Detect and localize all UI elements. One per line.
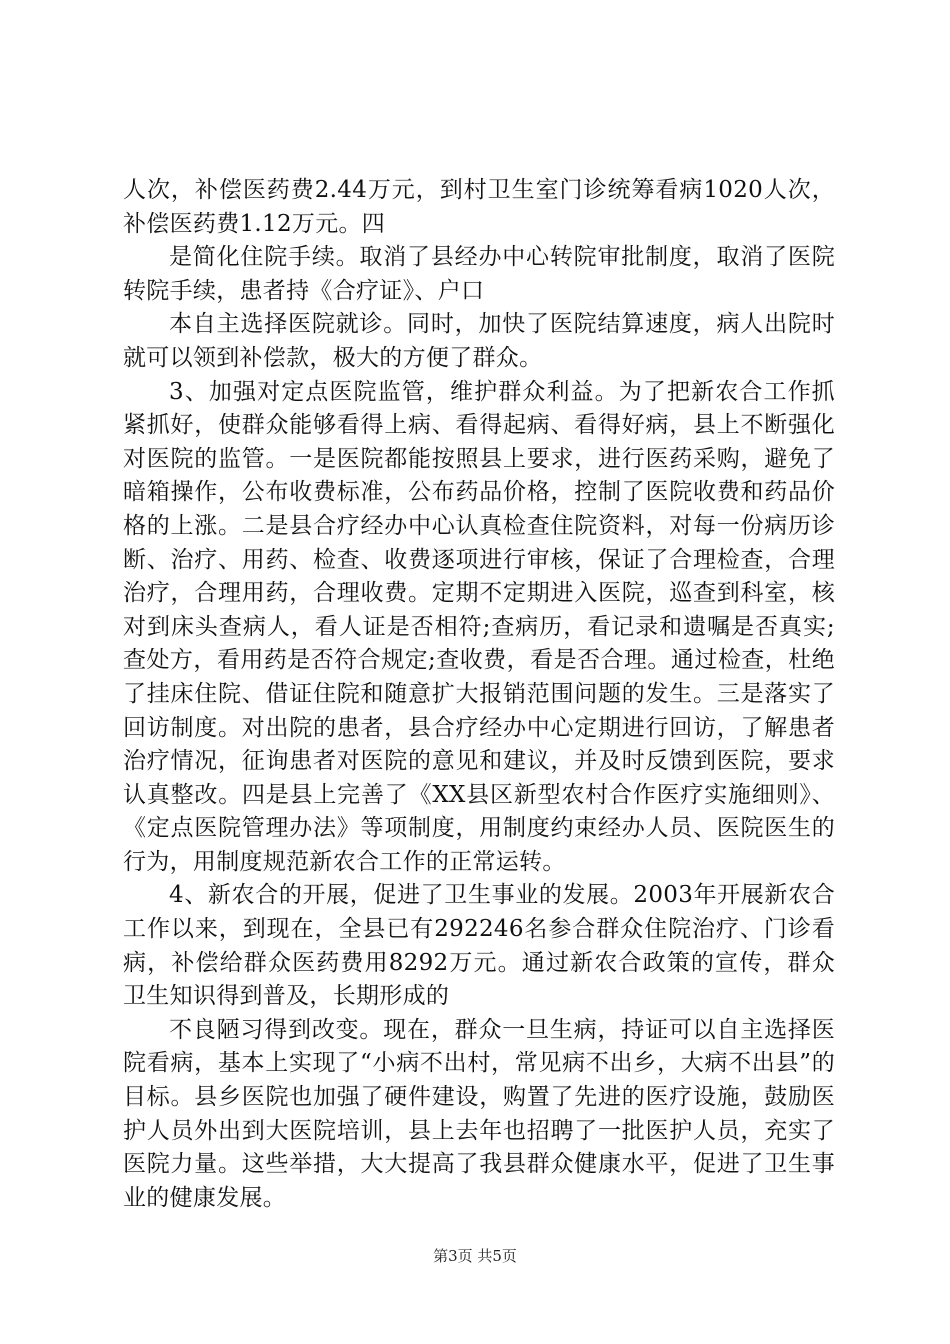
paragraph-2: 是简化住院手续。取消了县经办中心转院审批制度，取消了医院转院手续，患者持《合疗证》、户口 — [123, 244, 835, 304]
paragraph-1: 人次，补偿医药费2.44万元，到村卫生室门诊统筹看病1020人次，补偿医药费1.12万元。四 — [123, 177, 835, 237]
document-body — [123, 174, 835, 1215]
page-number-footer: 第3页 共5页 — [433, 1247, 517, 1265]
paragraph-6: 不良陋习得到改变。现在，群众一旦生病，持证可以自主选择医院看病，基本上实现了“小病不出村，常见病不出乡，大病不出县”的目标。县乡医院也加强了硬件建设，购置了先进的医疗设施，鼓励医护人员外出到大医院培训，县上去年也招聘了一批医护人员，充实了医院力量。这些举措，大大提高了我县群众健康水平，促进了卫生事业的健康发展。 — [123, 1016, 835, 1211]
paragraph-3: 本自主选择医院就诊。同时，加快了医院结算速度，病人出院时就可以领到补偿款，极大的方便了群众。 — [123, 311, 835, 371]
paragraph-4: 3、加强对定点医院监管，维护群众利益。为了把新农合工作抓紧抓好，使群众能够看得上病、看得起病、看得好病，县上不断强化对医院的监管。一是医院都能按照县上要求，进行医药采购，避免了暗箱操作，公布收费标准，公布药品价格，控制了医院收费和药品价格的上涨。二是县合疗经办中心认真检查住院资料，对每一份病历诊断、治疗、用药、检查、收费逐项进行审核，保证了合理检查，合理治疗，合理用药，合理收费。定期不定期进入医院，巡查到科室，核对到床头查病人，看人证是否相符;查病历，看记录和遗嘱是否真实;查处方，看用药是否符合规定;查收费，看是否合理。通过检查，杜绝了挂床住院、借证住院和随意扩大报销范围问题的发生。三是落实了回访制度。对出院的患者，县合疗经办中心定期进行回访，了解患者治疗情况，征询患者对医院的意见和建议，并及时反馈到医院，要求认真整改。四是县上完善了《XX县区新型农村合作医疗实施细则》、《定点医院管理办法》等项制度，用制度约束经办人员、医院医生的行为，用制度规范新农合工作的正常运转。 — [123, 378, 835, 875]
paragraph-5: 4、新农合的开展，促进了卫生事业的发展。2003年开展新农合工作以来，到现在，全县已有292246名参合群众住院治疗、门诊看病，补偿给群众医药费用8292万元。通过新农合政策的宣传，群众卫生知识得到普及，长期形成的 — [123, 882, 835, 1010]
